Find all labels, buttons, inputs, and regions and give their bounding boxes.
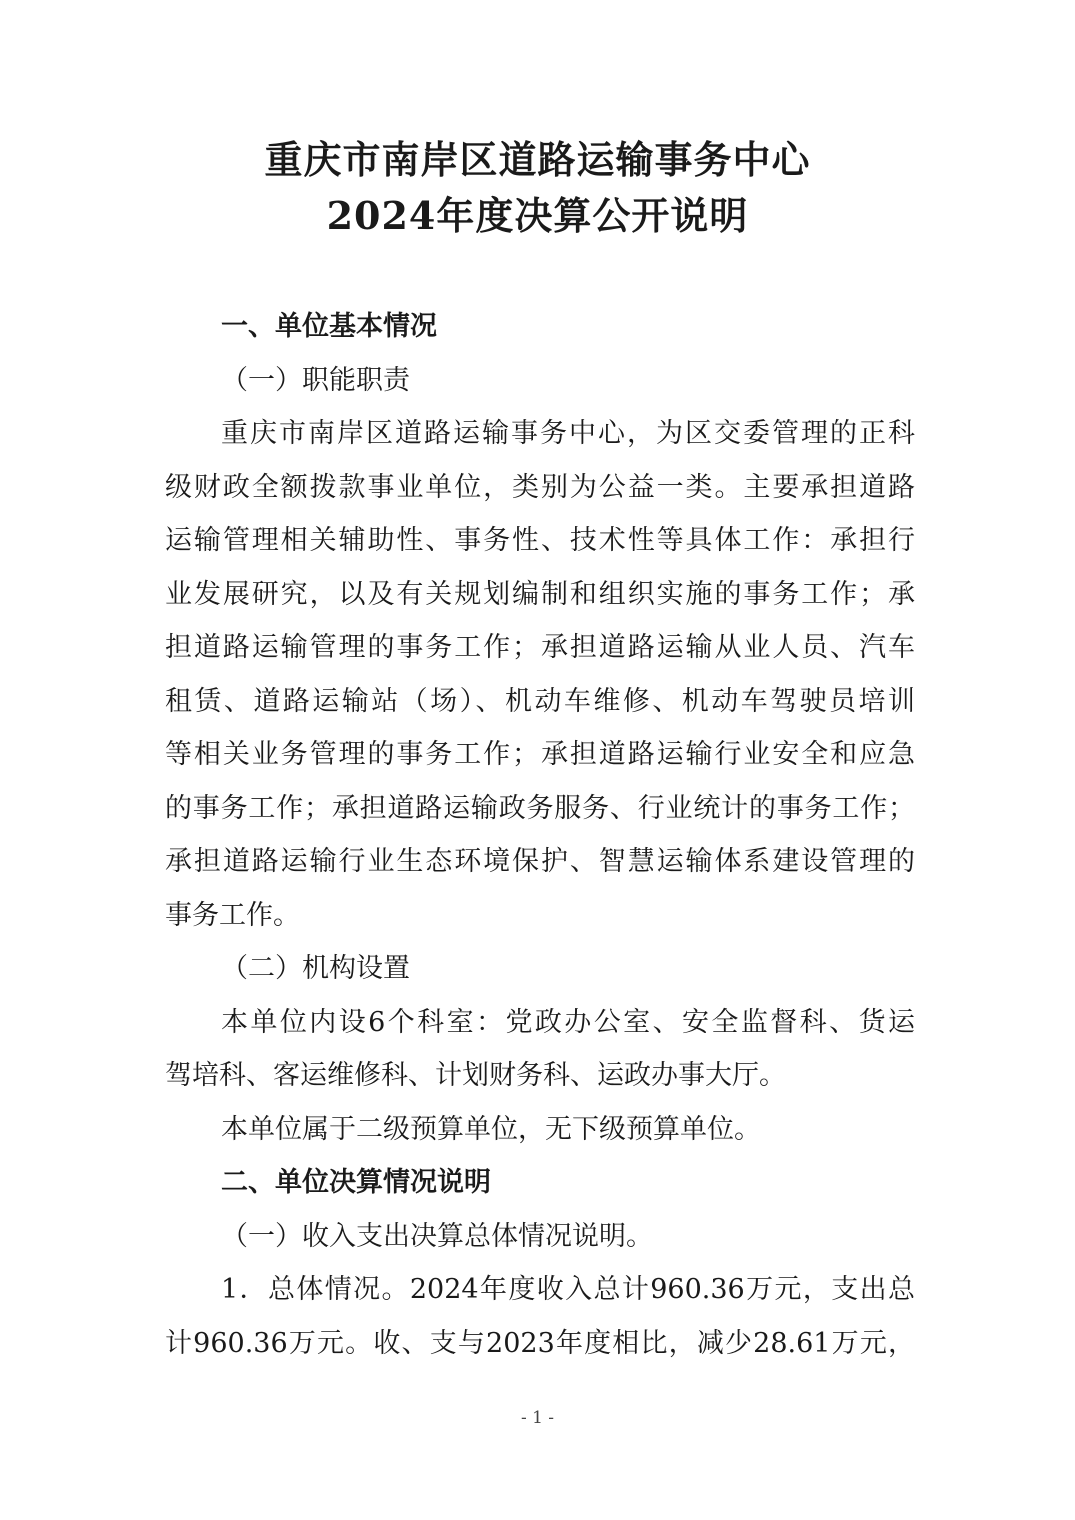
paragraph-line: 计960.36万元。收、支与2023年度相比，减少28.61万元， <box>165 1327 915 1359</box>
paragraph-line: 本单位内设6个科室：党政办公室、安全监督科、货运 <box>221 1006 915 1038</box>
paragraph-line: 本单位属于二级预算单位，无下级预算单位。 <box>221 1113 761 1145</box>
document-title-line-1: 重庆市南岸区道路运输事务中心 <box>264 137 811 182</box>
subsection-heading-functions: （一）职能职责 <box>221 364 410 396</box>
paragraph-line: 业发展研究，以及有关规划编制和组织实施的事务工作；承 <box>165 578 915 610</box>
paragraph-line: 租赁、道路运输站（场）、机动车维修、机动车驾驶员培训 <box>165 685 915 717</box>
paragraph-line: 担道路运输管理的事务工作；承担道路运输从业人员、汽车 <box>165 632 915 663</box>
paragraph-line: 1．总体情况。2024年度收入总计960.36万元，支出总 <box>221 1274 915 1305</box>
page-number: - 1 - <box>520 1408 555 1428</box>
subsection-heading-income-expense: （一）收入支出决算总体情况说明。 <box>221 1220 653 1252</box>
document-title-line-2: 2024年度决算公开说明 <box>326 193 749 238</box>
paragraph-line: 重庆市南岸区道路运输事务中心，为区交委管理的正科 <box>221 418 915 449</box>
paragraph-line: 等相关业务管理的事务工作；承担道路运输行业安全和应急 <box>165 739 915 770</box>
subsection-heading-organization: （二）机构设置 <box>221 953 410 984</box>
paragraph-line: 驾培科、客运维修科、计划财务科、运政办事大厅。 <box>165 1060 786 1091</box>
paragraph-line: 承担道路运输行业生态环境保护、智慧运输体系建设管理的 <box>165 846 915 877</box>
paragraph-line: 事务工作。 <box>165 899 300 931</box>
paragraph-line: 的事务工作；承担道路运输政务服务、行业统计的事务工作； <box>165 792 915 824</box>
document-body <box>165 300 915 1370</box>
paragraph-line: 运输管理相关辅助性、事务性、技术性等具体工作：承担行 <box>165 525 915 556</box>
section-heading-2: 二、单位决算情况说明 <box>221 1167 491 1198</box>
section-heading-1: 一、单位基本情况 <box>221 311 437 342</box>
paragraph-line: 级财政全额拨款事业单位，类别为公益一类。主要承担道路 <box>165 471 915 503</box>
